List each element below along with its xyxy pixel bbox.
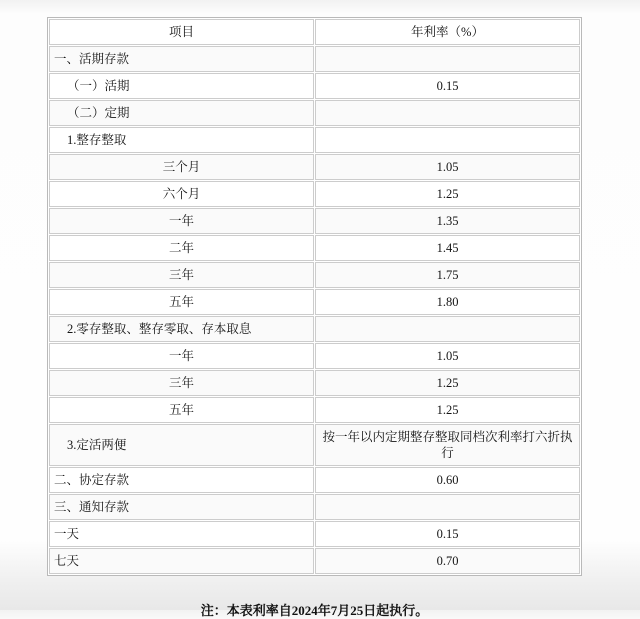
rate-cell: 1.05 [315,154,580,180]
item-cell: 一年 [49,208,314,234]
item-cell: 五年 [49,397,314,423]
item-cell: 五年 [49,289,314,315]
table-row [49,127,580,153]
table-row [49,316,580,342]
column-header-item: 项目 [49,19,314,45]
table-row [49,235,580,261]
rate-cell [315,127,580,153]
item-cell: 七天 [49,548,314,574]
table-row [49,181,580,207]
item-cell: 一、活期存款 [49,46,314,72]
item-cell: 三年 [49,262,314,288]
rate-cell: 1.45 [315,235,580,261]
table-row [49,262,580,288]
item-cell: 六个月 [49,181,314,207]
table-body [49,46,580,574]
rate-cell [315,494,580,520]
table-row [49,208,580,234]
table-row [49,521,580,547]
table-header [49,19,580,45]
rate-cell: 1.25 [315,397,580,423]
table-row [49,154,580,180]
table-row [49,289,580,315]
item-cell: 一天 [49,521,314,547]
rate-cell: 1.05 [315,343,580,369]
rate-cell: 0.15 [315,73,580,99]
rate-cell: 1.75 [315,262,580,288]
rate-cell [315,46,580,72]
item-cell: 一年 [49,343,314,369]
rate-cell: 1.35 [315,208,580,234]
rate-cell [315,316,580,342]
table-row [49,424,580,466]
table-row [49,397,580,423]
rate-cell: 0.15 [315,521,580,547]
table-row [49,467,580,493]
item-cell: 3.定活两便 [49,424,314,466]
table-row [49,100,580,126]
item-cell: 二、协定存款 [49,467,314,493]
table-row [49,73,580,99]
item-cell: 三年 [49,370,314,396]
table-row [49,548,580,574]
item-cell: 2.零存整取、整存零取、存本取息 [49,316,314,342]
rate-cell: 0.60 [315,467,580,493]
table-row [49,46,580,72]
column-header-rate: 年利率（%） [315,19,580,45]
footer-note: 注：本表利率自2024年7月25日起执行。 [200,603,429,618]
item-cell: 1.整存整取 [49,127,314,153]
rate-cell: 0.70 [315,548,580,574]
table-row [49,343,580,369]
item-cell: （一）活期 [49,73,314,99]
item-cell: 三个月 [49,154,314,180]
rate-cell: 1.25 [315,181,580,207]
rate-cell: 1.25 [315,370,580,396]
table-row [49,494,580,520]
rate-cell: 按一年以内定期整存整取同档次利率打六折执行 [315,424,580,466]
item-cell: 二年 [49,235,314,261]
item-cell: 三、通知存款 [49,494,314,520]
rate-cell [315,100,580,126]
item-cell: （二）定期 [49,100,314,126]
header-row [49,19,580,45]
rate-cell: 1.80 [315,289,580,315]
table-row [49,370,580,396]
deposit-rate-table [47,17,582,576]
